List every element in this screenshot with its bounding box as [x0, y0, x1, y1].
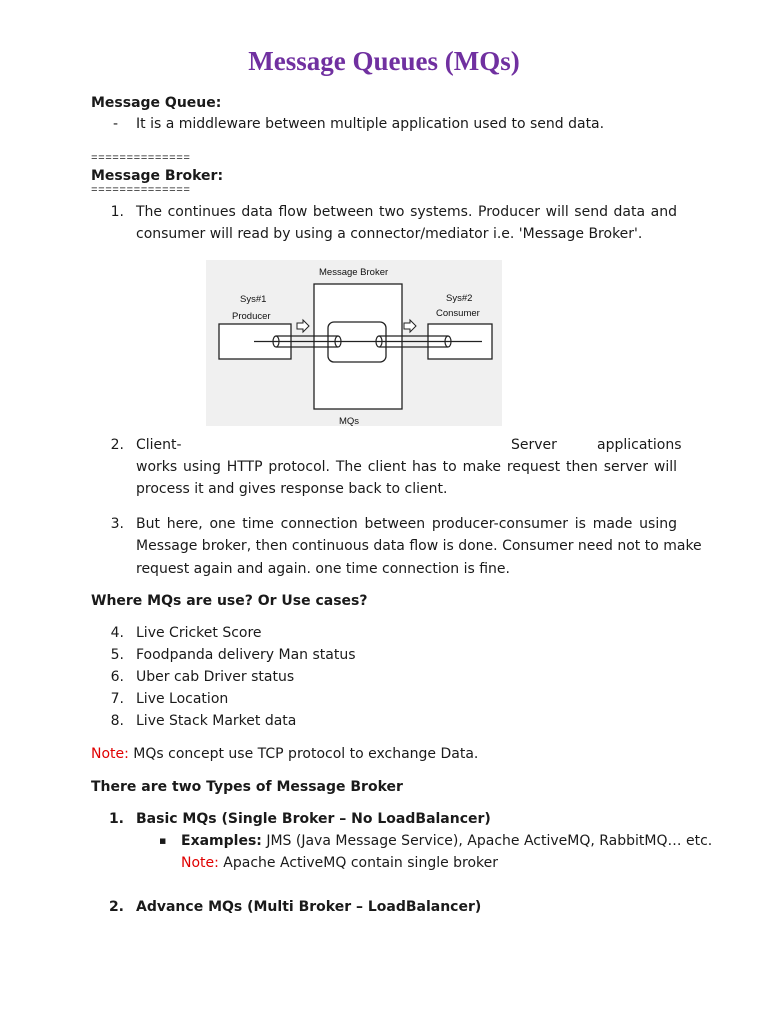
note-activemq [181, 852, 498, 874]
producer-label: Producer [232, 311, 271, 322]
note-text: Apache ActiveMQ contain single broker [218, 855, 499, 871]
sys1-label: Sys#1 [240, 294, 267, 305]
note-label: Note: [91, 746, 129, 762]
message-queue-heading: Message Queue: [91, 95, 222, 111]
list-number: 5. [110, 647, 124, 663]
list-item: Live Location [136, 691, 229, 707]
broker-label: Message Broker [319, 267, 389, 278]
list-number: 1. [108, 811, 124, 827]
sys2-label: Sys#2 [446, 293, 473, 304]
broker-item-2-word-3: applications [597, 437, 682, 453]
list-number: 2. [108, 899, 124, 915]
advance-mqs-title: Advance MQs (Multi Broker – LoadBalancer) [136, 899, 482, 915]
note-text: MQs concept use TCP protocol to exchange Data. [128, 746, 479, 762]
list-number: 1. [110, 204, 124, 220]
types-heading: There are two Types of Message Broker [91, 779, 403, 795]
broker-item-1-line-1: The continues data flow between two systems. Producer will send data and [136, 204, 677, 220]
mqs-label: MQs [339, 416, 360, 426]
square-bullet-icon: ▪ [159, 834, 167, 847]
dash-bullet: - [113, 116, 119, 132]
broker-item-2-line-2: works using HTTP protocol. The client has to make request then server will [136, 459, 677, 475]
broker-item-1-line-2: consumer will read by using a connector/mediator i.e. 'Message Broker'. [136, 226, 643, 242]
list-number: 3. [110, 516, 124, 532]
list-item: Live Stack Market data [136, 713, 297, 729]
broker-item-3-line-3: request again and again. one time connection is fine. [136, 561, 510, 577]
list-number: 4. [110, 625, 124, 641]
note-tcp [91, 743, 478, 765]
use-cases-heading: Where MQs are use? Or Use cases? [91, 593, 368, 609]
broker-item-2-word-1: Client- [136, 437, 182, 453]
note-label: Note: [181, 855, 219, 871]
list-item: Foodpanda delivery Man status [136, 647, 356, 663]
list-number: 7. [110, 691, 124, 707]
message-broker-heading: Message Broker: [91, 168, 224, 184]
examples-line [181, 830, 712, 852]
separator-top: ============== [91, 153, 191, 165]
examples-text: JMS (Java Message Service), Apache ActiveMQ, RabbitMQ… etc. [261, 833, 713, 849]
consumer-label: Consumer [436, 308, 480, 319]
examples-label: Examples: [181, 833, 262, 849]
broker-item-2-word-2: Server [511, 437, 557, 453]
list-item: Uber cab Driver status [136, 669, 295, 685]
list-number: 8. [110, 713, 124, 729]
list-number: 2. [110, 437, 124, 453]
broker-item-3-line-2: Message broker, then continuous data flow is done. Consumer need not to make [136, 538, 702, 554]
message-queue-description: It is a middleware between multiple application used to send data. [136, 116, 605, 132]
broker-item-2-line-3: process it and gives response back to client. [136, 481, 448, 497]
message-broker-diagram [206, 260, 502, 426]
list-item: Live Cricket Score [136, 625, 262, 641]
separator-bottom: ============== [91, 185, 191, 197]
list-number: 6. [110, 669, 124, 685]
broker-item-3-line-1: But here, one time connection between producer-consumer is made using [136, 516, 677, 532]
basic-mqs-title: Basic MQs (Single Broker – No LoadBalancer) [136, 811, 491, 827]
page-title: Message Queues (MQs) [248, 46, 520, 76]
